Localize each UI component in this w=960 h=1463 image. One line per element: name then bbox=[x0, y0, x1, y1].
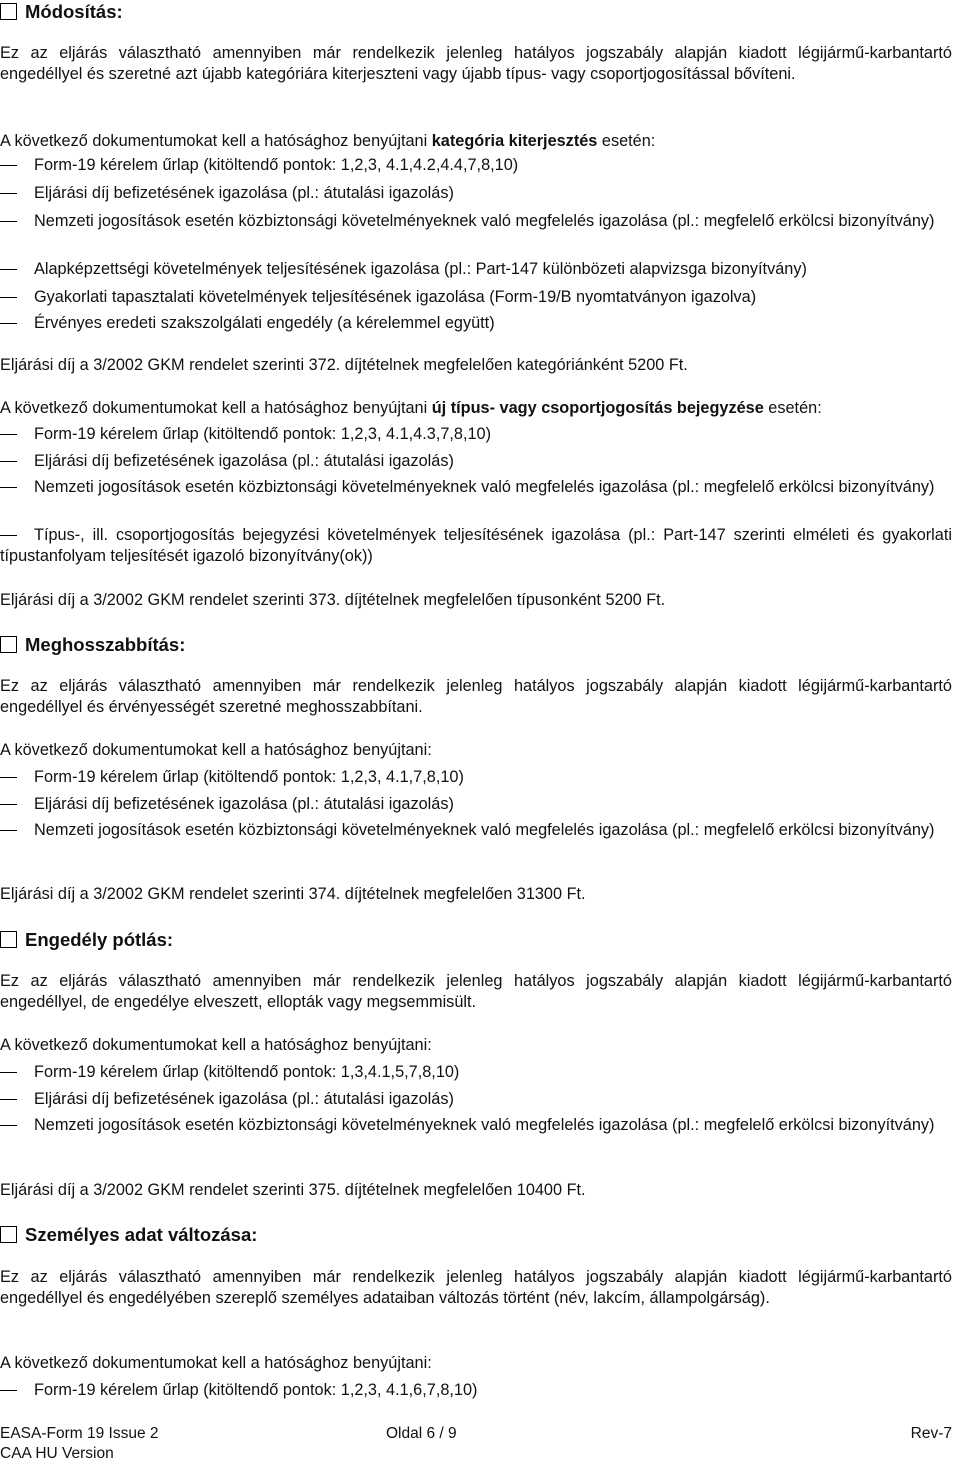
footer-version: CAA HU Version bbox=[0, 1445, 114, 1462]
lead-paragraph: A következő dokumentumokat kell a hatósághoz benyújtani: bbox=[0, 741, 432, 759]
intro-paragraph: Ez az eljárás választható amennyiben már rendelkezik jelenleg hatályos jogszabály alapján kiadott légijármű-karbantartó engedéllyel és érvényességét szeretné meghosszabbítani. bbox=[0, 677, 952, 716]
intro-paragraph: Ez az eljárás választható amennyiben már rendelkezik jelenleg hatályos jogszabály alapján kiadott légijármű-karbantartó engedéllyel, de engedélye elveszett, ellopták vagy megsemmisült. bbox=[0, 972, 952, 1011]
checkbox-potlas[interactable] bbox=[0, 931, 17, 948]
section-header-meghosszabbitas bbox=[0, 634, 952, 655]
fee-paragraph: Eljárási díj a 3/2002 GKM rendelet szerinti 373. díjtételnek megfelelően típusonként 5200 Ft. bbox=[0, 591, 666, 609]
fee-paragraph: Eljárási díj a 3/2002 GKM rendelet szerinti 372. díjtételnek megfelelően kategóriánként 5200 Ft. bbox=[0, 356, 688, 374]
list-item: Gyakorlati tapasztalati követelmények teljesítésének igazolása (Form-19/B nyomtatványon igazolva) bbox=[0, 287, 952, 308]
section-header-szemelyes bbox=[0, 1224, 952, 1245]
list-item: Eljárási díj befizetésének igazolása (pl.: átutalási igazolás) bbox=[0, 794, 952, 815]
list-item: Nemzeti jogosítások esetén közbiztonsági követelményeknek való megfelelés igazolása (pl.: megfelelő erkölcsi bizonyítvány) bbox=[0, 820, 952, 841]
section-title: Meghosszabbítás: bbox=[25, 634, 186, 655]
lead-paragraph: A következő dokumentumokat kell a hatósághoz benyújtani: bbox=[0, 1354, 432, 1372]
list-item: Form-19 kérelem űrlap (kitöltendő pontok: 1,2,3, 4.1,7,8,10) bbox=[0, 767, 952, 788]
section-title: Módosítás: bbox=[25, 1, 123, 22]
list-item: Form-19 kérelem űrlap (kitöltendő pontok: 1,3,4.1,5,7,8,10) bbox=[0, 1062, 952, 1083]
intro-paragraph: Ez az eljárás választható amennyiben már rendelkezik jelenleg hatályos jogszabály alapján kiadott légijármű-karbantartó engedéllyel és szeretné azt újabb kategóriára kiterjeszteni vagy újabb típus- vagy csoportjogosítással bővíteni. bbox=[0, 44, 952, 83]
list-item: Érvényes eredeti szakszolgálati engedély (a kérelemmel együtt) bbox=[0, 313, 952, 334]
list-item: Eljárási díj befizetésének igazolása (pl.: átutalási igazolás) bbox=[0, 183, 952, 204]
list-item: Form-19 kérelem űrlap (kitöltendő pontok: 1,2,3, 4.1,4.3,7,8,10) bbox=[0, 424, 952, 445]
list-item: Form-19 kérelem űrlap (kitöltendő pontok: 1,2,3, 4.1,4.2,4.4,7,8,10) bbox=[0, 155, 952, 176]
footer-form: EASA-Form 19 Issue 2 bbox=[0, 1425, 159, 1442]
section-title: Személyes adat változása: bbox=[25, 1224, 258, 1245]
list-item: Nemzeti jogosítások esetén közbiztonsági követelményeknek való megfelelés igazolása (pl.: megfelelő erkölcsi bizonyítvány) bbox=[0, 211, 952, 232]
fee-paragraph: Eljárási díj a 3/2002 GKM rendelet szerinti 375. díjtételnek megfelelően 10400 Ft. bbox=[0, 1181, 586, 1199]
list-item: Form-19 kérelem űrlap (kitöltendő pontok: 1,2,3, 4.1,6,7,8,10) bbox=[0, 1380, 952, 1401]
list-item: Nemzeti jogosítások esetén közbiztonsági követelményeknek való megfelelés igazolása (pl.: megfelelő erkölcsi bizonyítvány) bbox=[0, 477, 952, 498]
section-header-modositas bbox=[0, 1, 952, 22]
list-item: Típus-, ill. csoportjogosítás bejegyzési követelmények teljesítésének igazolása (pl.: Part-147 szerinti elméleti és gyakorlati típustanfolyam teljesítését igazoló bizonyítvány(ok)) bbox=[0, 526, 952, 565]
list-item: Nemzeti jogosítások esetén közbiztonsági követelményeknek való megfelelés igazolása (pl.: megfelelő erkölcsi bizonyítvány) bbox=[0, 1115, 952, 1136]
lead-paragraph: A következő dokumentumokat kell a hatósághoz benyújtani kategória kiterjesztés esetén: bbox=[0, 132, 656, 150]
list-item: Eljárási díj befizetésének igazolása (pl.: átutalási igazolás) bbox=[0, 451, 952, 472]
section-header-potlas bbox=[0, 929, 952, 950]
checkbox-meghosszabbitas[interactable] bbox=[0, 636, 17, 653]
list-item: Alapképzettségi követelmények teljesítésének igazolása (pl.: Part-147 különbözeti alapvizsga bizonyítvány) bbox=[0, 259, 952, 280]
lead-paragraph: A következő dokumentumokat kell a hatósághoz benyújtani: bbox=[0, 1036, 432, 1054]
section-title: Engedély pótlás: bbox=[25, 929, 174, 950]
lead-paragraph: A következő dokumentumokat kell a hatósághoz benyújtani új típus- vagy csoportjogosítás bejegyzése esetén: bbox=[0, 399, 822, 417]
fee-paragraph: Eljárási díj a 3/2002 GKM rendelet szerinti 374. díjtételnek megfelelően 31300 Ft. bbox=[0, 885, 586, 903]
footer-page-number: Oldal 6 / 9 bbox=[386, 1425, 457, 1442]
footer-revision: Rev-7 bbox=[910, 1425, 952, 1442]
intro-paragraph: Ez az eljárás választható amennyiben már rendelkezik jelenleg hatályos jogszabály alapján kiadott légijármű-karbantartó engedéllyel és engedélyében szereplő személyes adataiban változás történt (név, lakcím, állampolgárság). bbox=[0, 1268, 952, 1307]
checkbox-szemelyes[interactable] bbox=[0, 1226, 17, 1243]
list-item: Eljárási díj befizetésének igazolása (pl.: átutalási igazolás) bbox=[0, 1089, 952, 1110]
checkbox-modositas[interactable] bbox=[0, 3, 17, 20]
